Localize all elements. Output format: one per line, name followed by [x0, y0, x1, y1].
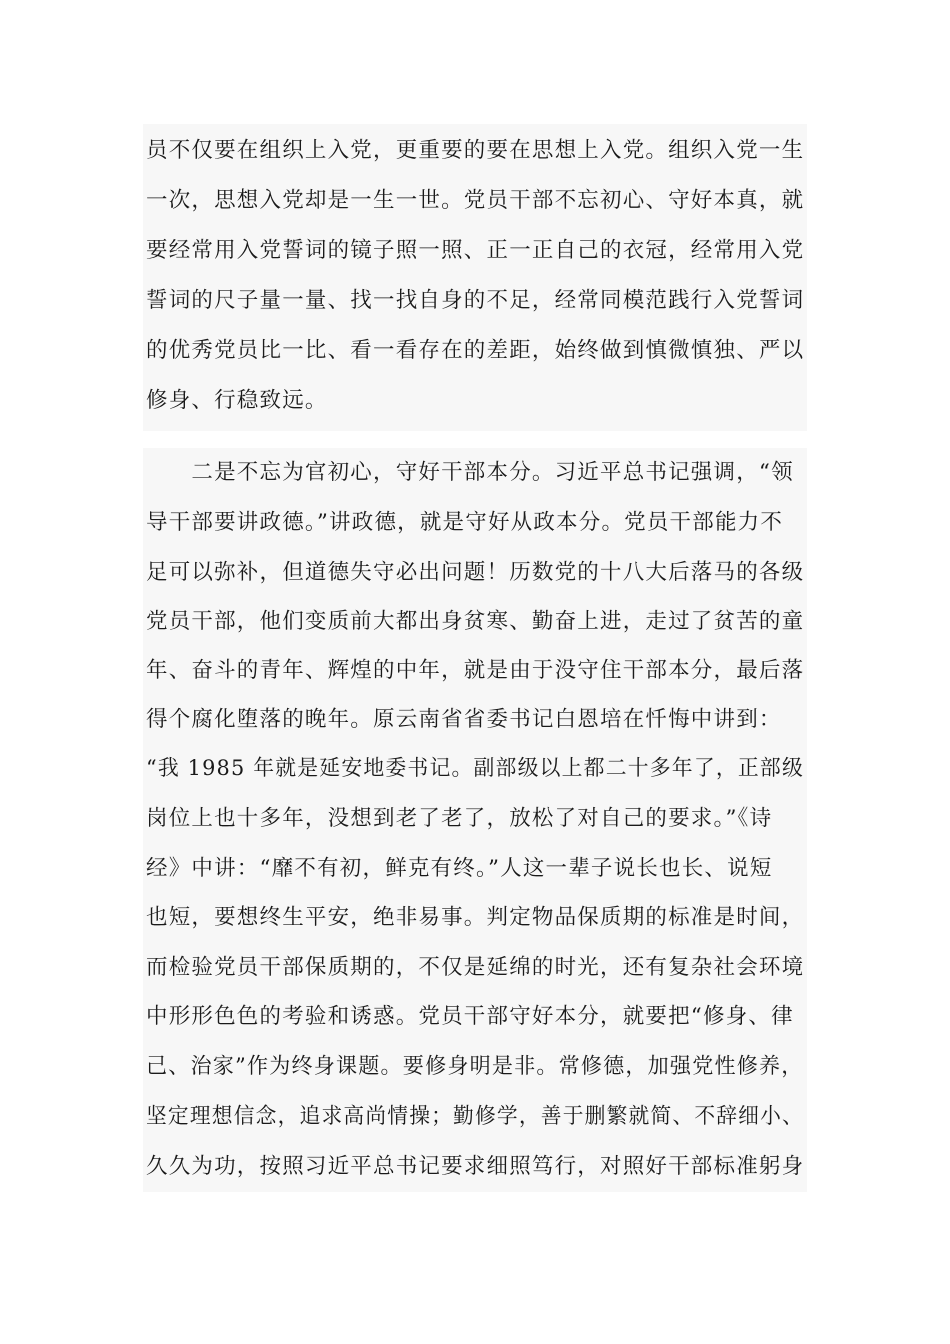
paragraph-2-line-3: 足可以弥补，但道德失守必出问题！历数党的十八大后落马的各级 [146, 560, 805, 585]
paragraph-2-line-12: 中形形色色的考验和诱惑。党员干部守好本分，就要把“修身、律 [146, 1004, 794, 1029]
paragraph-1-line-6: 修身、行稳致远。 [146, 388, 328, 413]
paragraph-2-line-2: 导干部要讲政德。”讲政德，就是守好从政本分。党员干部能力不 [146, 510, 784, 535]
paragraph-2-line-8: 岗位上也十多年，没想到老了老了，放松了对自己的要求。”《诗 [146, 806, 773, 831]
paragraph-2-line-13: 己、治家”作为终身课题。要修身明是非。常修德，加强党性修养， [146, 1054, 804, 1079]
paragraph-2-line-14: 坚定理想信念，追求高尚情操；勤修学，善于删繁就简、不辞细小、 [146, 1104, 804, 1129]
paragraph-1-line-2: 一次，思想入党却是一生一世。党员干部不忘初心、守好本真，就 [146, 188, 805, 213]
paragraph-2-line-1: 二是不忘为官初心，守好干部本分。习近平总书记强调，“领 [146, 460, 794, 485]
paragraph-2-line-10: 也短，要想终生平安，绝非易事。判定物品保质期的标准是时间， [146, 905, 805, 930]
paragraph-2-line-4: 党员干部，他们变质前大都出身贫寒、勤奋上进，走过了贫苦的童 [146, 609, 805, 634]
paragraph-1-line-1: 员不仅要在组织上入党，更重要的要在思想上入党。组织入党一生 [146, 138, 805, 163]
paragraph-1-line-4: 誓词的尺子量一量、找一找自身的不足，经常同模范践行入党誓词 [146, 288, 805, 313]
paragraph-2-line-9: 经》中讲：“靡不有初，鲜克有终。”人这一辈子说长也长、说短 [146, 856, 773, 881]
paragraph-2-line-15: 久久为功，按照习近平总书记要求细照笃行，对照好干部标准躬身 [146, 1154, 805, 1179]
paragraph-gap [143, 431, 807, 448]
paragraph-2-line-11: 而检验党员干部保质期的，不仅是延绵的时光，还有复杂社会环境 [146, 955, 805, 980]
paragraph-1 [143, 124, 807, 431]
paragraph-2-line-6: 得个腐化堕落的晚年。原云南省省委书记白恩培在忏悔中讲到： [146, 707, 782, 732]
paragraph-1-line-3: 要经常用入党誓词的镜子照一照、正一正自己的衣冠，经常用入党 [146, 238, 805, 263]
paragraph-2-line-5: 年、奋斗的青年、辉煌的中年，就是由于没守住干部本分，最后落 [146, 658, 805, 683]
paragraph-1-line-5: 的优秀党员比一比、看一看存在的差距，始终做到慎微慎独、严以 [146, 338, 805, 363]
paragraph-2-line-7: “我 1985 年就是延安地委书记。副部级以上都二十多年了，正部级 [146, 756, 804, 781]
paragraph-2 [143, 448, 807, 1192]
